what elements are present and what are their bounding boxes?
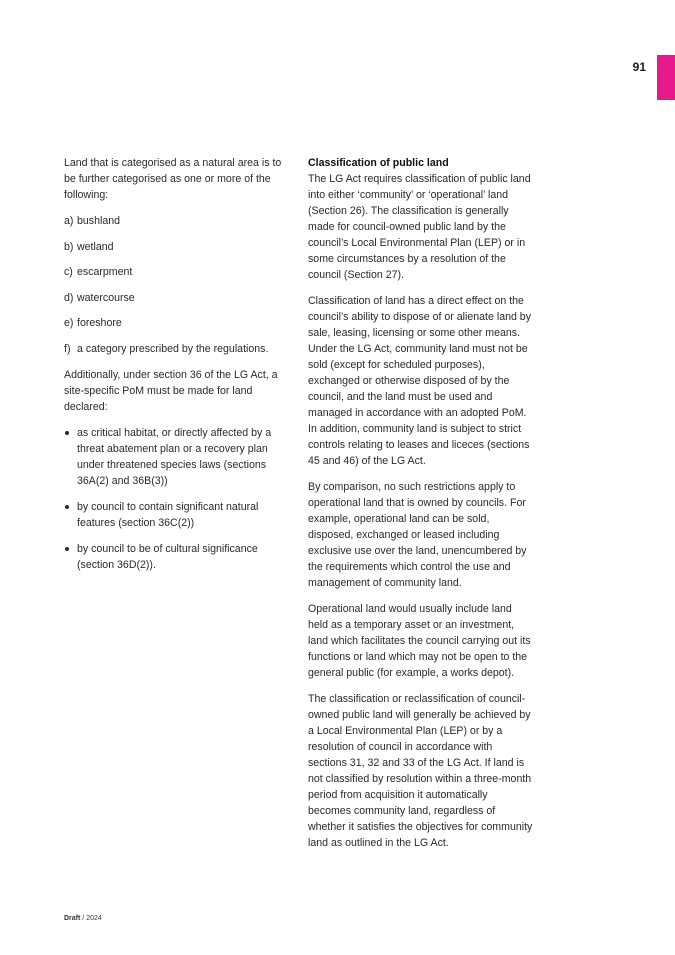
list-marker: d) xyxy=(64,291,74,304)
list-item xyxy=(64,264,289,280)
list-marker: e) xyxy=(64,317,74,330)
bullet-icon xyxy=(64,541,77,573)
bullet-item-text: by council to contain significant natural features (section 36C(2)) xyxy=(77,500,259,529)
bullet-item-text: as critical habitat, or directly affected by a threat abatement plan or a recovery plan under threatened species laws (sections 36A(2) and 36B(3)) xyxy=(77,426,272,487)
site-specific-pom-intro: Additionally, under section 36 of the LG Act, a site-specific PoM must be made for land declared: xyxy=(64,368,278,413)
left-column xyxy=(64,155,289,583)
natural-area-category-list xyxy=(64,213,289,357)
bullet-item-text: by council to be of cultural significance (section 36D(2)). xyxy=(77,542,258,571)
list-item xyxy=(64,315,289,331)
body-paragraph: Operational land would usually include land held as a temporary asset or an investment, land which facilitates the council carrying out its functions or land which may not be open to the general public (for example, a works depot). xyxy=(308,603,531,679)
right-column xyxy=(308,155,533,861)
footer-year: 2024 xyxy=(86,915,102,922)
list-item-text: escarpment xyxy=(77,266,133,279)
section-heading: Classification of public land xyxy=(308,157,449,169)
list-marker: f) xyxy=(64,342,71,355)
bullet-item xyxy=(64,541,289,573)
list-item xyxy=(64,290,289,306)
footer xyxy=(64,915,102,922)
body-paragraph: The LG Act requires classification of public land into either ‘community’ or ‘operational’ land (Section 26). The classification is generally made for council-owned public land by the council’s Local Environmental Plan (LEP) or in some circumstances by a resolution of the council (Section 27). xyxy=(308,173,531,281)
body-paragraph: The classification or reclassification of council-owned public land will generally be achieved by a Local Environmental Plan (LEP) or by a resolution of council in accordance with sections 31, 32 and 33 of the LG Act. If land is not classified by resolution within a three-month period from acquisition it automatically becomes community land, regardless of whether it satisfies the objectives for community land as outlined in the LG Act. xyxy=(308,693,533,849)
footer-draft-label: Draft xyxy=(64,915,81,922)
list-marker: b) xyxy=(64,240,74,253)
list-item-text: wetland xyxy=(77,240,114,253)
list-item xyxy=(64,239,289,255)
list-marker: a) xyxy=(64,215,74,227)
list-item-text: a category prescribed by the regulations. xyxy=(77,342,269,355)
list-item-text: foreshore xyxy=(77,317,122,330)
section-tab-marker xyxy=(657,55,675,100)
list-item xyxy=(64,213,289,229)
list-item-text: bushland xyxy=(77,215,121,227)
bullet-item xyxy=(64,425,289,489)
footer-separator: / xyxy=(80,915,87,922)
declared-land-bullet-list xyxy=(64,425,289,573)
list-marker: c) xyxy=(64,266,73,279)
list-item-text: watercourse xyxy=(77,291,135,304)
page-number: 91 xyxy=(632,60,646,74)
natural-area-intro: Land that is categorised as a natural area is to be further categorised as one or more of the following: xyxy=(64,157,282,201)
body-paragraph: By comparison, no such restrictions apply to operational land that is owned by councils. For example, operational land can be sold, disposed, exchanged or leased including exclusive use over the land, unencumbered by the requirements which control the use and management of community land. xyxy=(308,481,527,589)
bullet-icon xyxy=(64,425,77,489)
bullet-icon xyxy=(64,499,77,531)
bullet-item xyxy=(64,499,289,531)
body-paragraph: Classification of land has a direct effect on the council’s ability to dispose of or alienate land by sale, leasing, licensing or some other means. Under the LG Act, community land must not be sold (except for scheduled purposes), exchanged or otherwise disposed of by the council, and the land must be used and managed in accordance with an adopted PoM. In addition, community land is subject to strict controls relating to leases and liceces (sections 45 and 46) of the LG Act. xyxy=(308,295,531,467)
list-item xyxy=(64,341,289,357)
